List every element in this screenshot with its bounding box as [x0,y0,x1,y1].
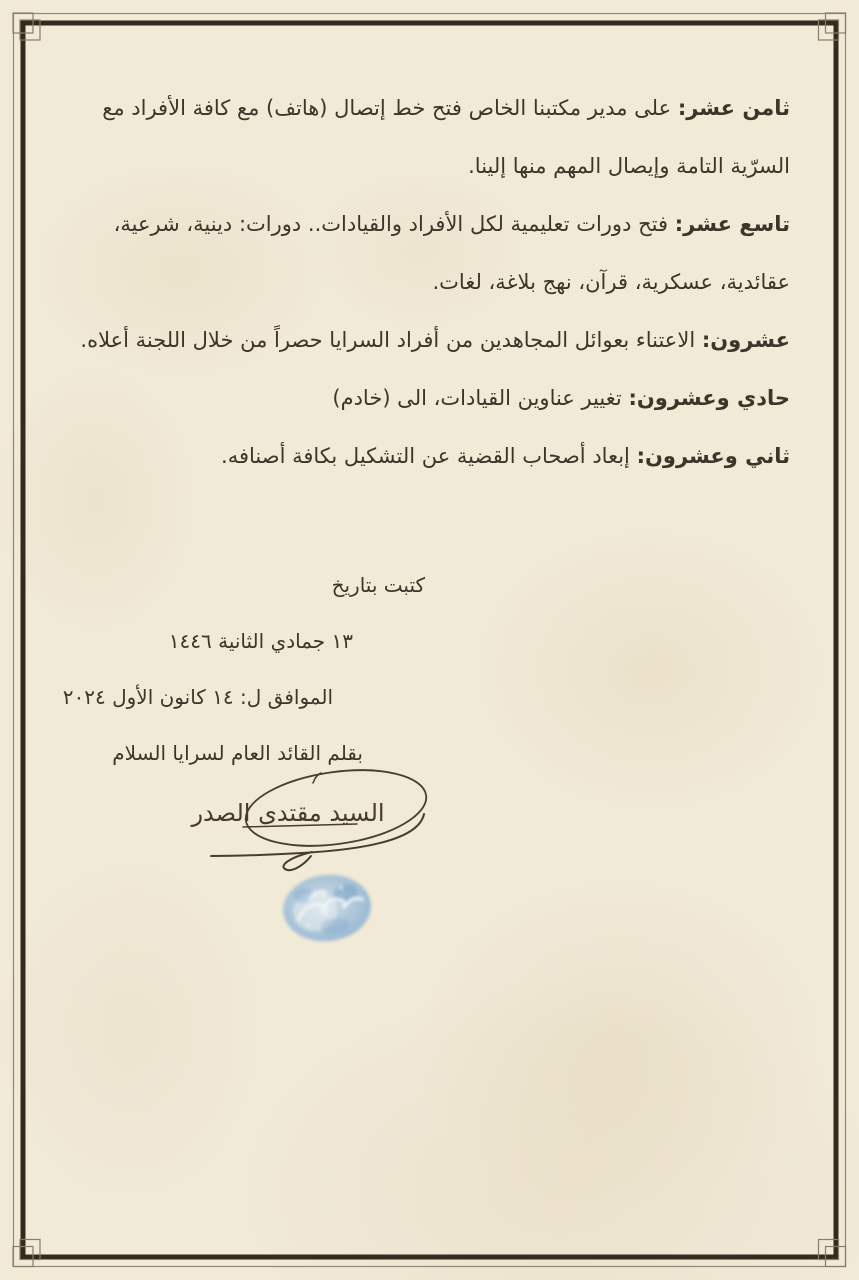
item-text: تغيير عناوين القيادات، الى (خادم) [332,386,622,410]
signature-name: السيد مقتدى الصدر [191,799,385,827]
item-label: عشرون: [701,328,790,352]
item-text: الاعتناء بعوائل المجاهدين من أفراد السرايا حصراً من خلال اللجنة أعلاه. [80,328,696,352]
hijri-date-line: ١٣ جمادي الثانية ١٤٤٦ [168,629,353,653]
document-item-twenty-second [70,427,790,485]
written-on-line: كتبت بتاريخ [331,573,425,597]
item-label: تاسع عشر: [674,212,790,236]
document-item-twentieth [70,311,790,369]
closing-block [0,557,790,781]
item-label: ثامن عشر: [677,96,790,120]
official-stamp [255,855,405,970]
document-item-twenty-first [70,369,790,427]
item-label: ثاني وعشرون: [636,444,790,468]
gregorian-date-line: الموافق ل: ١٤ كانون الأول ٢٠٢٤ [62,685,333,709]
item-label: حادي وعشرون: [628,386,790,410]
document-item-nineteenth [70,195,790,311]
item-text: فتح دورات تعليمية لكل الأفراد والقيادات.. دورات: دينية، شرعية، عقائدية، عسكرية، قرآن، نهج بلاغة، لغات. [113,212,790,294]
document-body [70,79,790,485]
item-text: على مدير مكتبنا الخاص فتح خط إتصال (هاتف) مع كافة الأفراد مع السرّية التامة وإيصال المهم منها إلينا. [102,96,790,178]
byline: بقلم القائد العام لسرايا السلام [112,741,363,765]
item-text: إبعاد أصحاب القضية عن التشكيل بكافة أصنافه. [221,444,630,468]
document-item-eighteenth [70,79,790,195]
